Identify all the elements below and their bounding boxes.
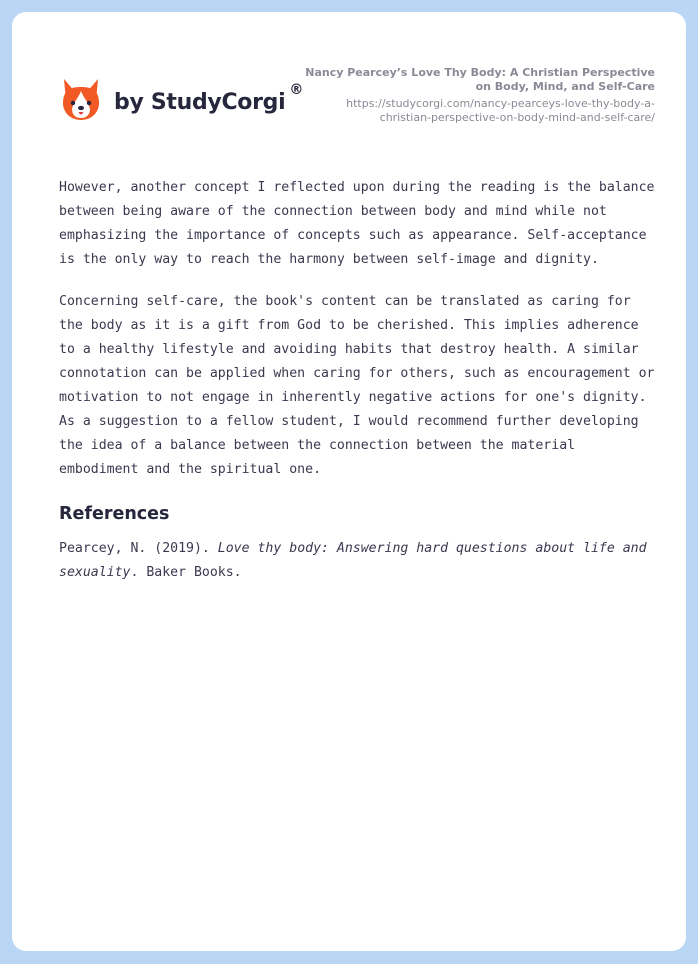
- document-url[interactable]: https://studycorgi.com/nancy-pearceys-love-thy-body-a-christian-perspective-on-body-mind-and-self-care/: [346, 97, 655, 124]
- brand-name: by StudyCorgi: [114, 89, 286, 115]
- body-paragraph: However, another concept I reflected upon during the reading is the balance between being aware of the connection between body and mind while not emphasizing the importance of concepts such as appearance. Self-acceptance is the only way to reach the harmony between self-image and dignity.: [59, 180, 655, 267]
- body-paragraph: Concerning self-care, the book's content can be translated as caring for the body as it is a gift from God to be cherished. This implies adherence to a healthy lifestyle and avoiding habits that destroy health. A similar connotation can be applied when caring for others, such as encouragement or motivation to not engage in inherently negative actions for one's dignity. As a suggestion to a fellow student, I would recommend further developing the idea of a balance between the connection between the material embodiment and the spiritual one.: [59, 294, 655, 477]
- document-page: [12, 12, 686, 951]
- document-title: Nancy Pearcey’s Love Thy Body: A Christian Perspective on Body, Mind, and Self-Care: [305, 66, 655, 93]
- reference-entry: [59, 537, 659, 585]
- corgi-icon: [60, 77, 102, 123]
- studycorgi-logo[interactable]: [60, 76, 303, 124]
- document-meta: [295, 66, 655, 124]
- reference-authors: Pearcey, N. (2019).: [59, 541, 218, 556]
- registered-mark: ®: [289, 82, 304, 98]
- reference-publisher: . Baker Books.: [130, 565, 242, 580]
- document-body: [59, 176, 659, 603]
- references-heading: References: [59, 504, 170, 524]
- page-header: [12, 12, 686, 142]
- reference-title: Love thy body: Answering hard questions about life and sexuality: [59, 541, 647, 580]
